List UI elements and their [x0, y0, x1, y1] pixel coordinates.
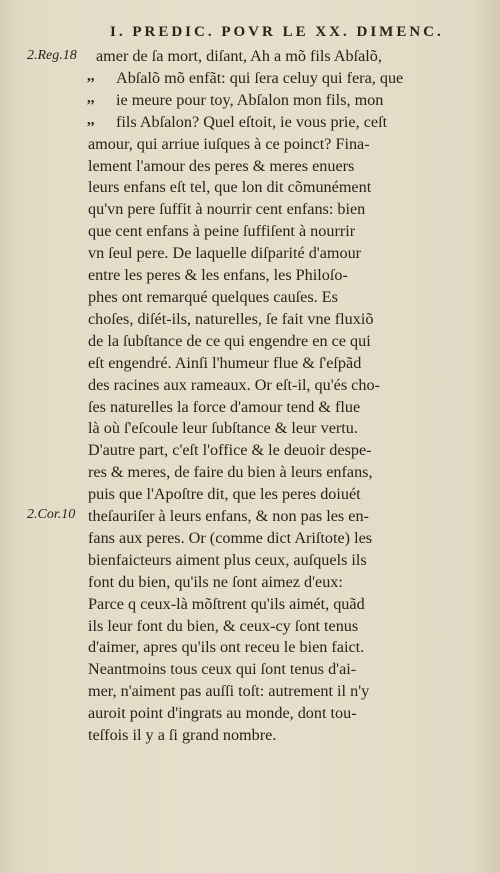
text-line: d'aimer, apres qu'ils ont receu le bien faict.	[88, 638, 365, 657]
text-line: vn ſeul pere. De laquelle diſparité d'amour	[88, 244, 362, 263]
text-line: ſes naturelles la force d'amour tend & flue	[88, 397, 361, 416]
text-line: Neantmoins tous ceux qui ſont tenus d'ai-	[88, 660, 357, 679]
text-line: de la ſubſtance de ce qui engendre en ce qui	[88, 331, 371, 350]
text-line: qu'vn pere ſuffit à nourrir cent enfans: bien	[88, 200, 366, 219]
text-line: leurs enfans eſt tel, que lon dit cõmunément	[88, 178, 372, 197]
text-line: auroit point d'ingrats au monde, dont tou-	[88, 704, 357, 723]
text-line: fans aux peres. Or (comme dict Ariſtote) les	[88, 528, 373, 547]
text-line: choſes, diſét-ils, naturelles, ſe fait vne fluxiõ	[88, 309, 374, 328]
text-line: entre les peres & les enfans, les Philoſo-	[88, 266, 348, 285]
text-line: fils Abſalon? Quel eſtoit, ie vous prie, ceſt	[116, 112, 388, 131]
running-header: I. PREDIC. POVR LE XX. DIMENC.	[110, 24, 444, 40]
text-line: mer, n'aiment pas auſſi toſt: autrement il n'y	[88, 682, 370, 701]
text-line: là où ſ'eſcoule leur ſubſtance & leur vertu.	[88, 419, 358, 438]
text-line: eſt engendré. Ainſi l'humeur flue & ſ'eſpãd	[88, 353, 362, 372]
text-line: res & meres, de faire du bien à leurs enfans,	[88, 463, 373, 482]
text-line: que cent enfans à peine ſuffiſent à nourrir	[88, 222, 356, 241]
quote-mark: ,,	[87, 90, 95, 106]
text-line: ie meure pour toy, Abſalon mon fils, mon	[116, 90, 384, 109]
text-line: lement l'amour des peres & meres enuers	[88, 156, 355, 175]
body-text	[88, 46, 483, 747]
text-line: amer de ſa mort, diſant, Ah a mõ fils Abſalõ,	[96, 47, 382, 65]
text-line: phes ont remarqué quelques cauſes. Es	[88, 287, 338, 306]
text-line: theſauriſer à leurs enfans, & non pas les en-	[88, 507, 369, 526]
text-line: D'autre part, c'eſt l'office & le deuoir despe-	[88, 441, 372, 460]
margin-reference: 2.Reg.18	[27, 48, 77, 63]
margin-reference: 2.Cor.10	[27, 507, 76, 522]
text-line: ils leur font du bien, & ceux-cy ſont tenus	[88, 616, 359, 635]
quote-mark: ,,	[87, 68, 95, 84]
text-line: font du bien, qu'ils ne ſont aimez d'eux:	[88, 572, 343, 591]
text-line: puis que l'Apoſtre dit, que les peres doiuét	[88, 485, 361, 504]
text-line: des racines aux rameaux. Or eſt-il, qu'és cho-	[88, 375, 380, 394]
text-line: teſfois il y a ſi grand nombre.	[88, 726, 277, 745]
text-line: Parce q ceux-là mõſtrent qu'ils aimét, quãd	[88, 594, 365, 613]
quote-mark: ,,	[87, 112, 95, 128]
text-line: bienfaicteurs aiment plus ceux, auſquels ils	[88, 550, 367, 569]
text-line: Abſalõ mõ enfãt: qui ſera celuy qui fera, que	[116, 68, 404, 87]
text-line: amour, qui arriue iuſques à ce poinct? Fina-	[88, 134, 370, 153]
